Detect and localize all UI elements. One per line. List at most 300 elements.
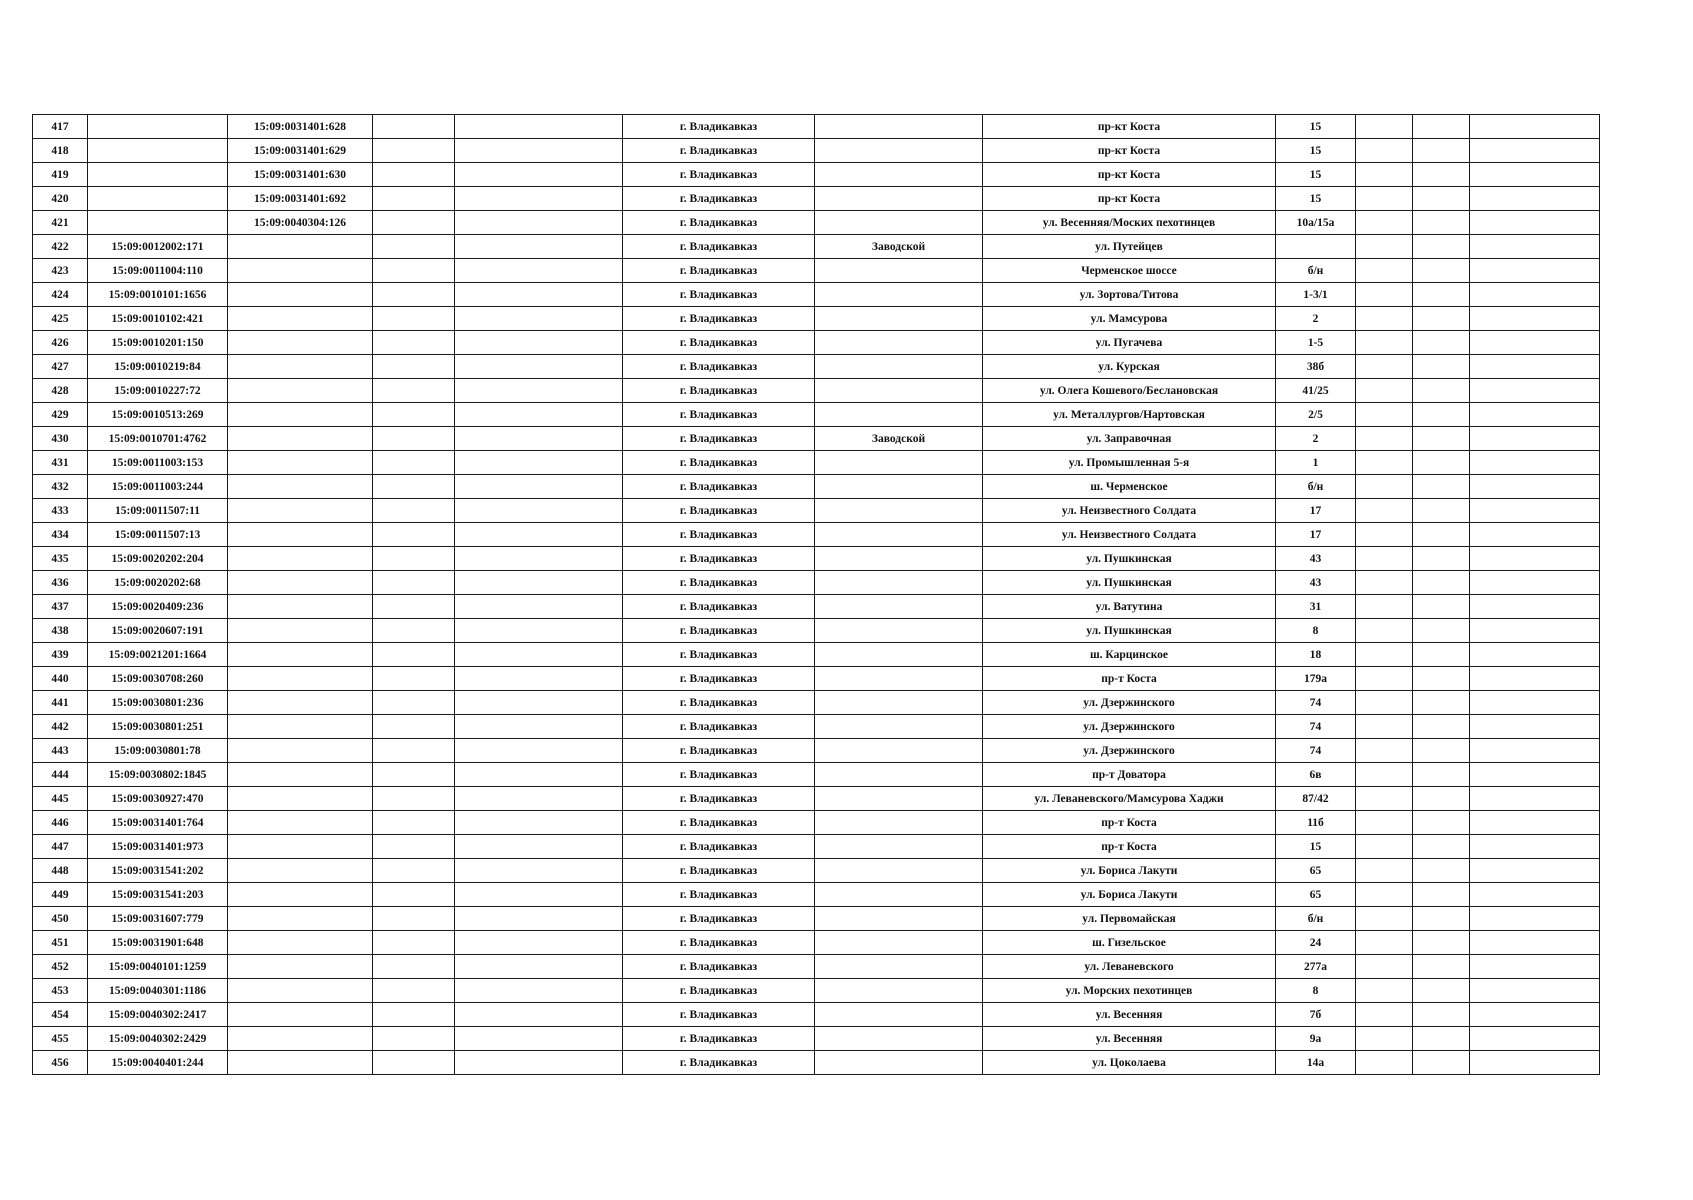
city-cell: г. Владикавказ [623, 283, 815, 307]
empty-cell [373, 907, 455, 931]
district-cell [815, 499, 983, 523]
cadastral-number-2-cell [228, 475, 373, 499]
empty-cell [1356, 619, 1413, 643]
empty-cell [1470, 1003, 1600, 1027]
row-number-cell: 445 [33, 787, 88, 811]
empty-cell [1356, 835, 1413, 859]
row-number-cell: 419 [33, 163, 88, 187]
cadastral-number-cell: 15:09:0031541:203 [88, 883, 228, 907]
cadastral-number-2-cell [228, 355, 373, 379]
empty-cell [1470, 883, 1600, 907]
city-cell: г. Владикавказ [623, 595, 815, 619]
cadastral-number-2-cell [228, 547, 373, 571]
empty-cell [1356, 451, 1413, 475]
row-number-cell: 422 [33, 235, 88, 259]
empty-cell [1356, 955, 1413, 979]
row-number-cell: 436 [33, 571, 88, 595]
street-cell: ул. Леваневского [983, 955, 1276, 979]
house-number-cell: 8 [1276, 619, 1356, 643]
cadastral-number-cell: 15:09:0031901:648 [88, 931, 228, 955]
empty-cell [1356, 667, 1413, 691]
house-number-cell: 17 [1276, 499, 1356, 523]
city-cell: г. Владикавказ [623, 403, 815, 427]
empty-cell [1413, 931, 1470, 955]
empty-cell [455, 643, 623, 667]
empty-cell [455, 595, 623, 619]
empty-cell [455, 115, 623, 139]
empty-cell [373, 331, 455, 355]
cadastral-number-2-cell [228, 451, 373, 475]
empty-cell [1356, 595, 1413, 619]
empty-cell [1413, 451, 1470, 475]
cadastral-number-cell: 15:09:0030801:251 [88, 715, 228, 739]
district-cell [815, 643, 983, 667]
empty-cell [1356, 811, 1413, 835]
row-number-cell: 418 [33, 139, 88, 163]
city-cell: г. Владикавказ [623, 619, 815, 643]
table-row [33, 667, 1600, 691]
empty-cell [455, 139, 623, 163]
cadastral-number-cell: 15:09:0011003:153 [88, 451, 228, 475]
empty-cell [373, 643, 455, 667]
row-number-cell: 454 [33, 1003, 88, 1027]
empty-cell [1413, 403, 1470, 427]
empty-cell [455, 331, 623, 355]
empty-cell [1470, 259, 1600, 283]
table-row [33, 163, 1600, 187]
district-cell [815, 1027, 983, 1051]
empty-cell [455, 187, 623, 211]
empty-cell [1356, 139, 1413, 163]
empty-cell [1470, 811, 1600, 835]
district-cell [815, 667, 983, 691]
table-row [33, 235, 1600, 259]
empty-cell [1413, 715, 1470, 739]
empty-cell [1413, 787, 1470, 811]
street-cell: ул. Весенняя/Моских пехотинцев [983, 211, 1276, 235]
cadastral-number-2-cell [228, 523, 373, 547]
cadastral-number-cell: 15:09:0012002:171 [88, 235, 228, 259]
city-cell: г. Владикавказ [623, 259, 815, 283]
street-cell: ул. Пушкинская [983, 571, 1276, 595]
district-cell [815, 523, 983, 547]
street-cell: пр-т Коста [983, 835, 1276, 859]
cadastral-number-2-cell [228, 955, 373, 979]
empty-cell [1470, 931, 1600, 955]
empty-cell [1413, 907, 1470, 931]
empty-cell [1356, 187, 1413, 211]
district-cell [815, 139, 983, 163]
empty-cell [1356, 1051, 1413, 1075]
street-cell: ул. Ватутина [983, 595, 1276, 619]
row-number-cell: 447 [33, 835, 88, 859]
empty-cell [1470, 547, 1600, 571]
row-number-cell: 434 [33, 523, 88, 547]
empty-cell [373, 427, 455, 451]
table-row [33, 619, 1600, 643]
street-cell: ул. Металлургов/Нартовская [983, 403, 1276, 427]
document-sheet [32, 114, 1599, 1075]
empty-cell [1413, 643, 1470, 667]
empty-cell [1356, 307, 1413, 331]
district-cell [815, 811, 983, 835]
table-row [33, 403, 1600, 427]
table-row [33, 1027, 1600, 1051]
empty-cell [455, 163, 623, 187]
city-cell: г. Владикавказ [623, 955, 815, 979]
house-number-cell: 65 [1276, 883, 1356, 907]
row-number-cell: 450 [33, 907, 88, 931]
empty-cell [373, 883, 455, 907]
cadastral-number-cell: 15:09:0011507:11 [88, 499, 228, 523]
city-cell: г. Владикавказ [623, 739, 815, 763]
row-number-cell: 426 [33, 331, 88, 355]
empty-cell [1356, 715, 1413, 739]
empty-cell [373, 955, 455, 979]
empty-cell [1356, 691, 1413, 715]
cadastral-number-cell [88, 163, 228, 187]
city-cell: г. Владикавказ [623, 571, 815, 595]
row-number-cell: 455 [33, 1027, 88, 1051]
row-number-cell: 444 [33, 763, 88, 787]
table-row [33, 187, 1600, 211]
empty-cell [373, 283, 455, 307]
table-row [33, 955, 1600, 979]
city-cell: г. Владикавказ [623, 931, 815, 955]
empty-cell [1470, 379, 1600, 403]
cadastral-number-2-cell [228, 595, 373, 619]
house-number-cell: 7б [1276, 1003, 1356, 1027]
street-cell: пр-кт Коста [983, 187, 1276, 211]
empty-cell [455, 931, 623, 955]
empty-cell [373, 547, 455, 571]
empty-cell [1356, 163, 1413, 187]
city-cell: г. Владикавказ [623, 163, 815, 187]
cadastral-number-cell: 15:09:0010201:150 [88, 331, 228, 355]
city-cell: г. Владикавказ [623, 907, 815, 931]
empty-cell [373, 115, 455, 139]
empty-cell [1356, 907, 1413, 931]
empty-cell [1356, 763, 1413, 787]
row-number-cell: 420 [33, 187, 88, 211]
empty-cell [455, 355, 623, 379]
city-cell: г. Владикавказ [623, 883, 815, 907]
row-number-cell: 431 [33, 451, 88, 475]
city-cell: г. Владикавказ [623, 139, 815, 163]
empty-cell [1470, 163, 1600, 187]
cadastral-number-2-cell [228, 283, 373, 307]
district-cell [815, 331, 983, 355]
street-cell: ул. Весенняя [983, 1027, 1276, 1051]
street-cell: Черменское шоссе [983, 259, 1276, 283]
empty-cell [1413, 163, 1470, 187]
empty-cell [1356, 355, 1413, 379]
empty-cell [455, 691, 623, 715]
empty-cell [1470, 619, 1600, 643]
table-row [33, 811, 1600, 835]
cadastral-number-cell: 15:09:0040302:2429 [88, 1027, 228, 1051]
cadastral-number-cell: 15:09:0031607:779 [88, 907, 228, 931]
row-number-cell: 430 [33, 427, 88, 451]
empty-cell [373, 187, 455, 211]
empty-cell [1413, 811, 1470, 835]
street-cell: пр-т Коста [983, 667, 1276, 691]
district-cell [815, 931, 983, 955]
empty-cell [1470, 403, 1600, 427]
row-number-cell: 442 [33, 715, 88, 739]
table-row [33, 211, 1600, 235]
empty-cell [455, 571, 623, 595]
cadastral-number-cell: 15:09:0030801:78 [88, 739, 228, 763]
cadastral-number-cell: 15:09:0031541:202 [88, 859, 228, 883]
cadastral-number-2-cell [228, 739, 373, 763]
row-number-cell: 441 [33, 691, 88, 715]
empty-cell [1413, 955, 1470, 979]
empty-cell [1470, 499, 1600, 523]
house-number-cell: 65 [1276, 859, 1356, 883]
house-number-cell: 24 [1276, 931, 1356, 955]
house-number-cell: 41/25 [1276, 379, 1356, 403]
empty-cell [1470, 331, 1600, 355]
city-cell: г. Владикавказ [623, 475, 815, 499]
cadastral-number-2-cell [228, 259, 373, 283]
empty-cell [1413, 667, 1470, 691]
empty-cell [455, 235, 623, 259]
cadastral-number-2-cell [228, 763, 373, 787]
house-number-cell: б/н [1276, 259, 1356, 283]
cadastral-number-2-cell [228, 427, 373, 451]
cadastral-number-2-cell: 15:09:0040304:126 [228, 211, 373, 235]
cadastral-number-2-cell: 15:09:0031401:630 [228, 163, 373, 187]
empty-cell [455, 667, 623, 691]
city-cell: г. Владикавказ [623, 1003, 815, 1027]
table-row [33, 571, 1600, 595]
empty-cell [455, 475, 623, 499]
cadastral-number-cell [88, 139, 228, 163]
city-cell: г. Владикавказ [623, 523, 815, 547]
cadastral-number-cell [88, 115, 228, 139]
table-row [33, 523, 1600, 547]
table-row [33, 307, 1600, 331]
empty-cell [1413, 835, 1470, 859]
table-row [33, 451, 1600, 475]
empty-cell [373, 139, 455, 163]
empty-cell [1413, 595, 1470, 619]
cadastral-number-2-cell: 15:09:0031401:628 [228, 115, 373, 139]
cadastral-number-2-cell [228, 883, 373, 907]
row-number-cell: 437 [33, 595, 88, 619]
house-number-cell: 17 [1276, 523, 1356, 547]
empty-cell [373, 859, 455, 883]
house-number-cell: 9а [1276, 1027, 1356, 1051]
empty-cell [455, 859, 623, 883]
city-cell: г. Владикавказ [623, 691, 815, 715]
empty-cell [373, 163, 455, 187]
city-cell: г. Владикавказ [623, 643, 815, 667]
row-number-cell: 425 [33, 307, 88, 331]
empty-cell [373, 403, 455, 427]
house-number-cell: 15 [1276, 163, 1356, 187]
empty-cell [1413, 235, 1470, 259]
cadastral-number-2-cell [228, 499, 373, 523]
cadastral-number-cell: 15:09:0020409:236 [88, 595, 228, 619]
cadastral-number-2-cell: 15:09:0031401:629 [228, 139, 373, 163]
empty-cell [1413, 499, 1470, 523]
empty-cell [1413, 619, 1470, 643]
district-cell [815, 259, 983, 283]
house-number-cell: 15 [1276, 835, 1356, 859]
empty-cell [1470, 835, 1600, 859]
table-row [33, 547, 1600, 571]
district-cell [815, 163, 983, 187]
district-cell [815, 283, 983, 307]
city-cell: г. Владикавказ [623, 979, 815, 1003]
empty-cell [1470, 787, 1600, 811]
table-row [33, 787, 1600, 811]
empty-cell [373, 979, 455, 1003]
empty-cell [1413, 139, 1470, 163]
house-number-cell: 14а [1276, 1051, 1356, 1075]
cadastral-number-cell: 15:09:0010513:269 [88, 403, 228, 427]
cadastral-number-2-cell [228, 235, 373, 259]
city-cell: г. Владикавказ [623, 1051, 815, 1075]
row-number-cell: 446 [33, 811, 88, 835]
cadastral-number-2-cell [228, 979, 373, 1003]
district-cell [815, 1003, 983, 1027]
cadastral-number-cell: 15:09:0011004:110 [88, 259, 228, 283]
empty-cell [455, 451, 623, 475]
row-number-cell: 435 [33, 547, 88, 571]
row-number-cell: 433 [33, 499, 88, 523]
empty-cell [1470, 859, 1600, 883]
table-row [33, 883, 1600, 907]
row-number-cell: 421 [33, 211, 88, 235]
street-cell: ул. Промышленная 5-я [983, 451, 1276, 475]
empty-cell [1413, 571, 1470, 595]
empty-cell [1413, 379, 1470, 403]
city-cell: г. Владикавказ [623, 1027, 815, 1051]
empty-cell [1356, 1027, 1413, 1051]
cadastral-number-2-cell: 15:09:0031401:692 [228, 187, 373, 211]
cadastral-number-2-cell [228, 403, 373, 427]
street-cell: ул. Бориса Лакути [983, 859, 1276, 883]
cadastral-number-2-cell [228, 859, 373, 883]
cadastral-number-cell: 15:09:0040302:2417 [88, 1003, 228, 1027]
empty-cell [373, 571, 455, 595]
empty-cell [455, 259, 623, 283]
empty-cell [1470, 139, 1600, 163]
row-number-cell: 452 [33, 955, 88, 979]
house-number-cell: 15 [1276, 187, 1356, 211]
street-cell: ул. Первомайская [983, 907, 1276, 931]
cadastral-number-cell [88, 187, 228, 211]
house-number-cell: 277а [1276, 955, 1356, 979]
empty-cell [1356, 979, 1413, 1003]
empty-cell [373, 523, 455, 547]
table-row [33, 763, 1600, 787]
empty-cell [455, 883, 623, 907]
empty-cell [455, 307, 623, 331]
empty-cell [1470, 307, 1600, 331]
district-cell [815, 907, 983, 931]
empty-cell [1413, 1027, 1470, 1051]
empty-cell [455, 955, 623, 979]
empty-cell [1413, 979, 1470, 1003]
empty-cell [1413, 739, 1470, 763]
cadastral-number-cell: 15:09:0011003:244 [88, 475, 228, 499]
table-row [33, 643, 1600, 667]
empty-cell [373, 763, 455, 787]
cadastral-number-cell: 15:09:0030802:1845 [88, 763, 228, 787]
house-number-cell: 74 [1276, 739, 1356, 763]
empty-cell [455, 283, 623, 307]
empty-cell [373, 307, 455, 331]
row-number-cell: 443 [33, 739, 88, 763]
street-cell: ул. Зортова/Титова [983, 283, 1276, 307]
empty-cell [1470, 427, 1600, 451]
city-cell: г. Владикавказ [623, 427, 815, 451]
street-cell: ул. Неизвестного Солдата [983, 523, 1276, 547]
empty-cell [1413, 355, 1470, 379]
table-row [33, 691, 1600, 715]
cadastral-number-2-cell [228, 379, 373, 403]
city-cell: г. Владикавказ [623, 715, 815, 739]
empty-cell [1470, 1051, 1600, 1075]
empty-cell [1413, 259, 1470, 283]
street-cell: ш. Карцинское [983, 643, 1276, 667]
district-cell [815, 475, 983, 499]
empty-cell [1356, 523, 1413, 547]
cadastral-number-2-cell [228, 715, 373, 739]
empty-cell [373, 355, 455, 379]
city-cell: г. Владикавказ [623, 667, 815, 691]
empty-cell [373, 499, 455, 523]
city-cell: г. Владикавказ [623, 859, 815, 883]
cadastral-number-cell: 15:09:0020202:68 [88, 571, 228, 595]
house-number-cell: 74 [1276, 715, 1356, 739]
cadastral-number-2-cell [228, 331, 373, 355]
table-row [33, 859, 1600, 883]
empty-cell [1413, 523, 1470, 547]
empty-cell [455, 547, 623, 571]
street-cell: ш. Черменское [983, 475, 1276, 499]
empty-cell [1470, 667, 1600, 691]
cadastral-number-2-cell [228, 787, 373, 811]
street-cell: ул. Олега Кошевого/Беслановская [983, 379, 1276, 403]
row-number-cell: 453 [33, 979, 88, 1003]
empty-cell [1470, 475, 1600, 499]
city-cell: г. Владикавказ [623, 763, 815, 787]
empty-cell [1470, 571, 1600, 595]
house-number-cell: 87/42 [1276, 787, 1356, 811]
district-cell [815, 979, 983, 1003]
empty-cell [1356, 235, 1413, 259]
table-row [33, 907, 1600, 931]
city-cell: г. Владикавказ [623, 379, 815, 403]
district-cell [815, 115, 983, 139]
table-row [33, 331, 1600, 355]
street-cell: ул. Пугачева [983, 331, 1276, 355]
table-row [33, 1003, 1600, 1027]
row-number-cell: 449 [33, 883, 88, 907]
empty-cell [455, 619, 623, 643]
empty-cell [455, 1027, 623, 1051]
empty-cell [1470, 115, 1600, 139]
district-cell [815, 691, 983, 715]
empty-cell [1356, 739, 1413, 763]
cadastral-number-2-cell [228, 667, 373, 691]
cadastral-number-cell: 15:09:0010227:72 [88, 379, 228, 403]
